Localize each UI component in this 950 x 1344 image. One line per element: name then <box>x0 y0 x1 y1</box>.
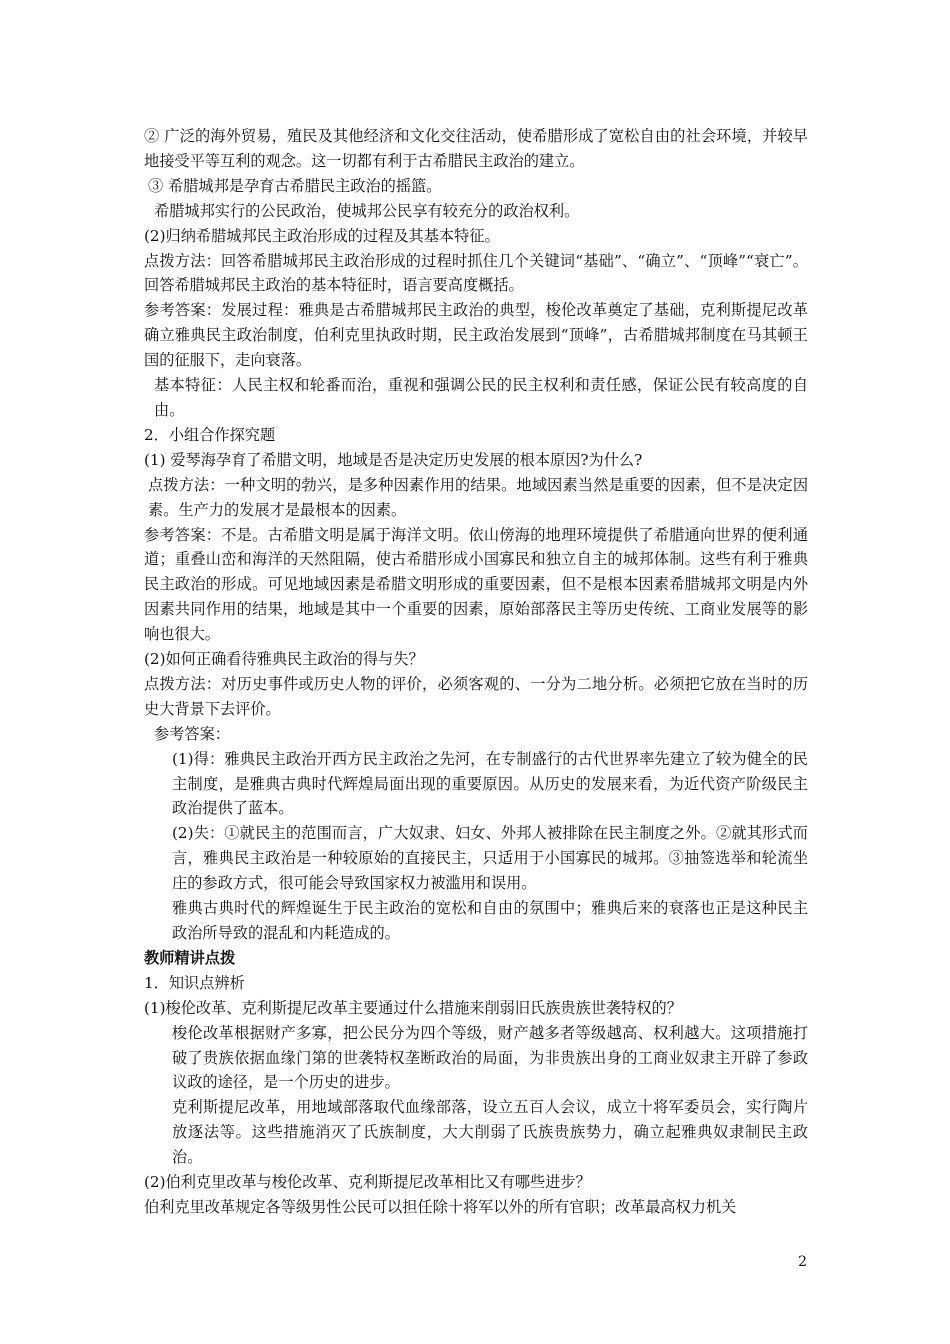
paragraph: 参考答案： <box>154 724 230 743</box>
paragraph: 点拨方法：回答希腊城邦民主政治形成的过程时抓住几个关键词“基础”、“确立”、“顶峰”“衰亡”。 回答希腊城邦民主政治的基本特征时，语言要高度概括。 <box>144 251 808 295</box>
paragraph: 点拨方法：对历史事件或历史人物的评价，必须客观的、一分为二地分析。必须把它放在当时的历史大背景下去评价。 <box>144 674 808 718</box>
paragraph: 参考答案：不是。古希腊文明是属于海洋文明。依山傍海的地理环境提供了希腊通向世界的便利通道；重叠山峦和海洋的天然阻隔，使古希腊形成小国寡民和独立自主的城邦体制。这些有利于雅典民主政治的形成。可见地域因素是希腊文明形成的重要因素，但不是根本因素希腊城邦文明是内外因素共同作用的结果，地域是其中一个重要的因素，原始部落民主等历史传统、工商业发展等的影响也很大。 <box>144 525 808 644</box>
paragraph: 克利斯提尼改革，用地域部落取代血缘部落，设立五百人会议，成立十将军委员会，实行陶片放逐法等。这些措施消灭了氏族制度，大大削弱了氏族贵族势力，确立起雅典奴隶制民主政治。 <box>172 1098 808 1167</box>
paragraph: 参考答案：发展过程：雅典是古希腊城邦民主政治的典型，梭伦改革奠定了基础，克利斯提尼改革确立雅典民主政治制度，伯利克里执政时期，民主政治发展到“顶峰”，古希腊城邦制度在马其顿王国的征服下，走向衰落。 <box>144 301 808 370</box>
paragraph: 希腊城邦实行的公民政治，使城邦公民享有较充分的政治权利。 <box>154 201 580 220</box>
paragraph: (2)失：①就民主的范围而言，广大奴隶、妇女、外邦人被排除在民主制度之外。②就其形式而言，雅典民主政治是一种较原始的直接民主，只适用于小国寡民的城邦。③抽签选举和轮流坐庄的参政方式，很可能会导致国家权力被滥用和误用。 <box>172 824 808 893</box>
paragraph: (1)得：雅典民主政治开西方民主政治之先河，在专制盛行的古代世界率先建立了较为健全的民主制度，是雅典古典时代辉煌局面出现的重要原因。从历史的发展来看，为近代资产阶级民主政治提供了蓝本。 <box>172 749 808 818</box>
paragraph: (1)梭伦改革、克利斯提尼改革主要通过什么措施来削弱旧氏族贵族世袭特权的？ <box>144 998 682 1017</box>
paragraph: 点拨方法：一种文明的勃兴，是多种因素作用的结果。地域因素当然是重要的因素，但不是决定因素。生产力的发展才是最根本的因素。 <box>148 475 808 519</box>
paragraph: ③ 希腊城邦是孕育古希腊民主政治的摇篮。 <box>148 176 442 195</box>
section-heading: 教师精讲点拨 <box>144 948 236 967</box>
document-body <box>144 124 808 1220</box>
paragraph: (2)归纳希腊城邦民主政治形成的过程及其基本特征。 <box>144 226 500 245</box>
paragraph: (1) 爱琴海孕育了希腊文明，地域是否是决定历史发展的根本原因?为什么? <box>144 450 643 469</box>
paragraph: (2)伯利克里改革与梭伦改革、克利斯提尼改革相比又有哪些进步？ <box>144 1173 591 1192</box>
paragraph: 伯利克里改革规定各等级男性公民可以担任除十将军以外的所有官职；改革最高权力机关 <box>144 1197 737 1216</box>
paragraph: 基本特征：人民主权和轮番而治，重视和强调公民的民主权利和责任感，保证公民有较高度的自由。 <box>154 376 808 419</box>
paragraph: (2)如何正确看待雅典民主政治的得与失？ <box>144 650 424 669</box>
paragraph: 1．知识点辨析 <box>144 973 245 992</box>
paragraph: 雅典古典时代的辉煌诞生于民主政治的宽松和自由的氛围中；雅典后来的衰落也正是这种民主政治所导致的混乱和内耗造成的。 <box>172 899 808 942</box>
paragraph: 2．小组合作探究题 <box>144 425 276 444</box>
paragraph: 梭伦改革根据财产多寡，把公民分为四个等级，财产越多者等级越高、权利越大。这项措施打破了贵族依据血缘门第的世袭特权垄断政治的局面，为非贵族出身的工商业奴隶主开辟了参政议政的途径，是一个历史的进步。 <box>172 1023 808 1092</box>
page-number: 2 <box>798 1254 807 1270</box>
paragraph: ② 广泛的海外贸易，殖民及其他经济和文化交往活动，使希腊形成了宽松自由的社会环境，并较早地接受平等互利的观念。这一切都有利于古希腊民主政治的建立。 <box>144 127 808 170</box>
